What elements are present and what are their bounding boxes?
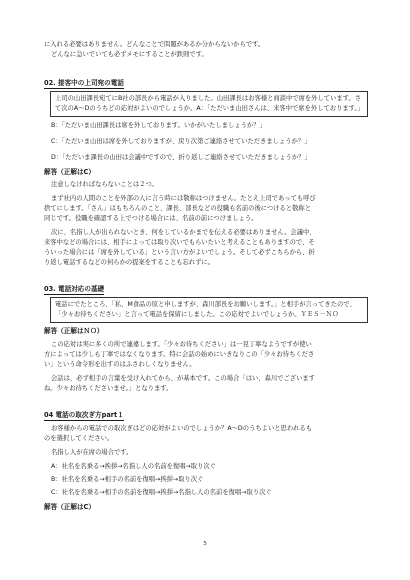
choice-a-q4: A：社名を名乗る→挨拶→名指し人の名前を復唱→取り次ぐ bbox=[51, 463, 216, 470]
section-heading-q3: 03. 電話対応の基礎 bbox=[44, 285, 105, 293]
paragraph-q2-3-line-1: 次に、名指し人が出られないとき、何をしているかまでを伝える必要はありません。会議中、 bbox=[51, 229, 316, 236]
question-box-q2: 上司の山田課長宛てにB社の部長から電話が入りました。山田課長はお客様と商談中で席を外しています。さて次のA～Dのうちどの応対がよいのでしょうか。A：「ただいま山田さんは、来客中で席を外しております。」 bbox=[50, 91, 368, 117]
choice-c-q2: C：「ただいま山田は席を外しておりますが、戻り次第ご連絡させていただきましょうか？」 bbox=[51, 138, 311, 145]
paragraph-q3-1-line-2: 方によっては少しも丁寧ではなくなります。特に会話の始めにいきなりこの「少々お待ちくださ bbox=[44, 351, 315, 358]
paragraph-q3-1-line-1: この応対は実に多くの所で連違します。「少々お待ちください」は一見丁寧なようですが使い bbox=[51, 341, 312, 348]
paragraph-q4-1-line-2: のを選択してください。 bbox=[44, 435, 114, 442]
page-number: 5 bbox=[203, 541, 207, 547]
answer-q2: 解答（正解はC） bbox=[44, 168, 95, 176]
section-heading-q2: 02. 接客中の上司宛の電話 bbox=[44, 79, 124, 87]
paragraph-q2-3-line-4: り返し電話するなどの何らかの提案をすることも忘れずに。 bbox=[44, 259, 215, 266]
answer-q3: 解答（正解はＮＯ） bbox=[44, 327, 104, 335]
paragraph-q2-2-line-3: 同じです。役職を確認する上でつける場合には、名前の前につけましょう。 bbox=[44, 215, 258, 222]
document-page bbox=[44, 40, 366, 512]
choice-d-q2: D：「ただいま課長の山田は会議中ですので、折り返しご連絡させていただきましょうか？」 bbox=[51, 154, 311, 161]
paragraph-q2-2-line-1: まず社内の人間のことを外部の人に言う時には敬称はつけません。たとえ上司であっても呼び bbox=[51, 195, 316, 202]
paragraph-q4-2: 名指し人が在席の場合です。 bbox=[51, 449, 133, 456]
choice-b-q4: B：社名を名乗る→相手の名前を復唱→挨拶→取り次ぐ bbox=[51, 476, 204, 483]
choice-c-q4: C：社名を名乗る→相手の名前を復唱→挨拶→名指し人の名前を復唱→取り次ぐ bbox=[51, 489, 272, 496]
paragraph-q4-1-line-1: お客様からの電話での取次ぎはどの応対がよいのでしょうか？A～Dのうちよいと思われるも bbox=[51, 425, 313, 432]
paragraph-q3-2-line-1: 会話は、必ず相手の言葉を受け入れてから、が基本です。この場合「はい、森川でございます bbox=[51, 375, 315, 382]
paragraph-q2-3-line-3: ういった場合には「席を外している」という言い方がよいでしょう。そして必ずこちらから、折 bbox=[44, 249, 315, 256]
paragraph-q2-3-line-2: 来客中などの場合には、相手によっては取り次いでもらいたいと考えることもありますので、そ bbox=[44, 239, 315, 246]
paragraph-q2-1: 注意しなければならないことは２つ。 bbox=[51, 181, 158, 188]
answer-q4: 解答（正解はC） bbox=[44, 503, 95, 511]
paragraph-q3-2-line-2: ね。少々お待ちくださいませ。」となります。 bbox=[44, 385, 173, 392]
intro-line-2: どんなに急いでいても必ずメモにすることが鉄則です。 bbox=[51, 51, 208, 58]
paragraph-q3-1-line-3: い」という命令形を出すのはふさわしくなりません。 bbox=[44, 361, 196, 368]
intro-line-1: に入れる必要はありません。どんなことで問題があるか分からないからです。 bbox=[44, 41, 265, 48]
choice-b-q2: B：「ただいま山田課長は席を外しております。いかがいたしましょうか？」 bbox=[51, 122, 266, 129]
paragraph-q2-2-line-2: 捨てにします。「さん」はもちろんのこと、課長、部長などの役職も名前の後につけると敬称と bbox=[44, 205, 311, 212]
section-heading-q4: 04 電話の取次ぎ方part１ bbox=[44, 411, 124, 419]
question-box-q3: 電話にでたところ、「私、M食品の原と申しますが、森川部長をお願いします。」と相手が言ってきたので、「少々お待ちください」と言って電話を保留にしました。この応対でよいでしょうか。ＹＥＳ－ＮＯ bbox=[50, 297, 368, 323]
